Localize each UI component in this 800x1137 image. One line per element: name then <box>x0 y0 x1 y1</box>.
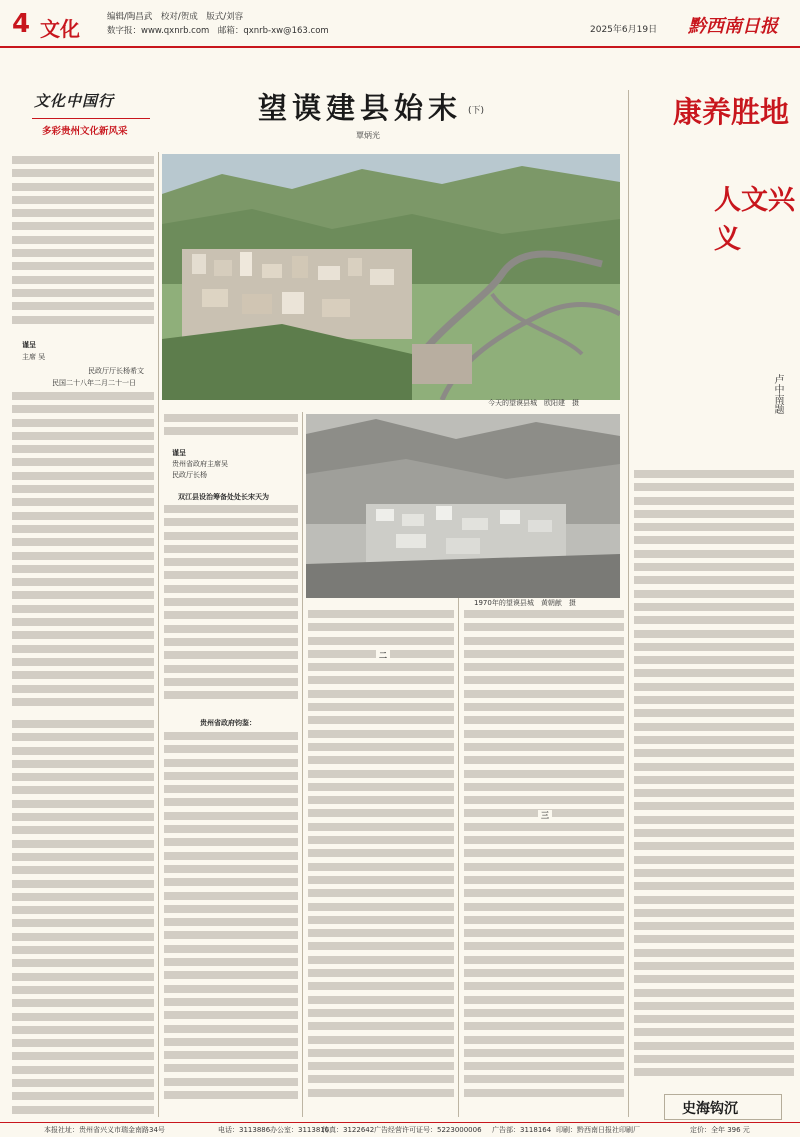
photo-modern-county-image <box>162 154 620 400</box>
history-column-label: 史海钩沉 <box>682 1101 738 1117</box>
article-title: 望谟建县始末 <box>258 91 463 125</box>
section-heading: 民政厅长杨 <box>172 471 207 479</box>
section-heading: 贵州省政府主席吴 <box>172 460 228 468</box>
sign-line: 主席 吴 <box>22 353 46 361</box>
date-line: 民国二十八年二月二十一日 <box>52 379 136 387</box>
text-block <box>12 392 154 712</box>
photo-modern-county <box>162 154 620 400</box>
article-author: 覃炳光 <box>356 131 380 140</box>
text-block <box>12 720 154 1115</box>
footer-office: 办公室：3113816 <box>270 1126 330 1134</box>
section-heading: 谨呈 <box>172 449 186 457</box>
contact-line: 数字报：www.qxnrb.com 邮箱：qxnrb-xw@163.com <box>107 26 329 36</box>
photo-1970-county <box>306 414 620 598</box>
photo-caption-2: 1970年的望谟县城 黄朝献 摄 <box>474 599 576 607</box>
calligraphy-char: 康养胜地 <box>673 95 790 129</box>
footer-price: 定价：全年 396 元 <box>690 1126 750 1134</box>
issue-date: 2025年6月19日 <box>590 25 658 35</box>
footer-fax: 传真：3122642 <box>322 1126 375 1134</box>
text-block <box>164 505 298 715</box>
page-footer <box>0 1122 800 1137</box>
column-separator <box>458 598 459 1117</box>
text-block <box>634 470 794 1085</box>
page-number: 4 <box>12 9 31 39</box>
footer-address: 本报社址：贵州省兴义市瑞金南路34号 <box>44 1126 165 1134</box>
calligraphy-char: 人文兴义 <box>714 185 795 255</box>
section-number: 三 <box>538 810 552 821</box>
article-title-suffix: (下) <box>468 106 485 116</box>
footer-printer: 印刷：黔西南日报社印刷厂 <box>556 1126 640 1134</box>
column-logo: 文化中国行 <box>34 92 115 110</box>
section-heading: 双江县设治筹备处处长宋天为 <box>178 493 269 501</box>
section-heading: 贵州省政府钧鉴： <box>200 719 256 727</box>
newspaper-logo: 黔西南日报 <box>688 16 778 37</box>
date-line: 民政厅厅长杨希文 <box>88 367 144 375</box>
page-header <box>0 0 800 46</box>
text-block <box>164 732 298 1115</box>
column-subtitle: 多彩贵州文化新风采 <box>42 126 128 137</box>
footer-phone: 电话：3113886 <box>218 1126 271 1134</box>
section-number: 二 <box>376 650 390 661</box>
footer-hotline: 广告部：3118164 <box>492 1126 552 1134</box>
text-block <box>164 414 298 446</box>
sign-heading: 谨呈 <box>22 341 36 349</box>
section-name: 文化 <box>40 17 80 41</box>
column-separator <box>628 90 629 1117</box>
editors-line: 编辑/陶昌武 校对/贺成 版式/刘容 <box>107 12 244 22</box>
text-block <box>464 610 624 1115</box>
text-block <box>12 156 154 334</box>
footer-ad-license: 广告经营许可证号：5223000006 <box>374 1126 482 1134</box>
header-rule <box>0 46 800 48</box>
photo-caption-1: 今天的望谟县城 欧阳建 摄 <box>488 399 579 407</box>
calligraphy-author: 卢中南题 <box>772 374 783 414</box>
photo-1970-county-image <box>306 414 620 598</box>
column-separator <box>158 152 159 1117</box>
column-divider <box>32 118 150 119</box>
text-block <box>308 610 454 1115</box>
column-separator <box>302 412 303 1117</box>
